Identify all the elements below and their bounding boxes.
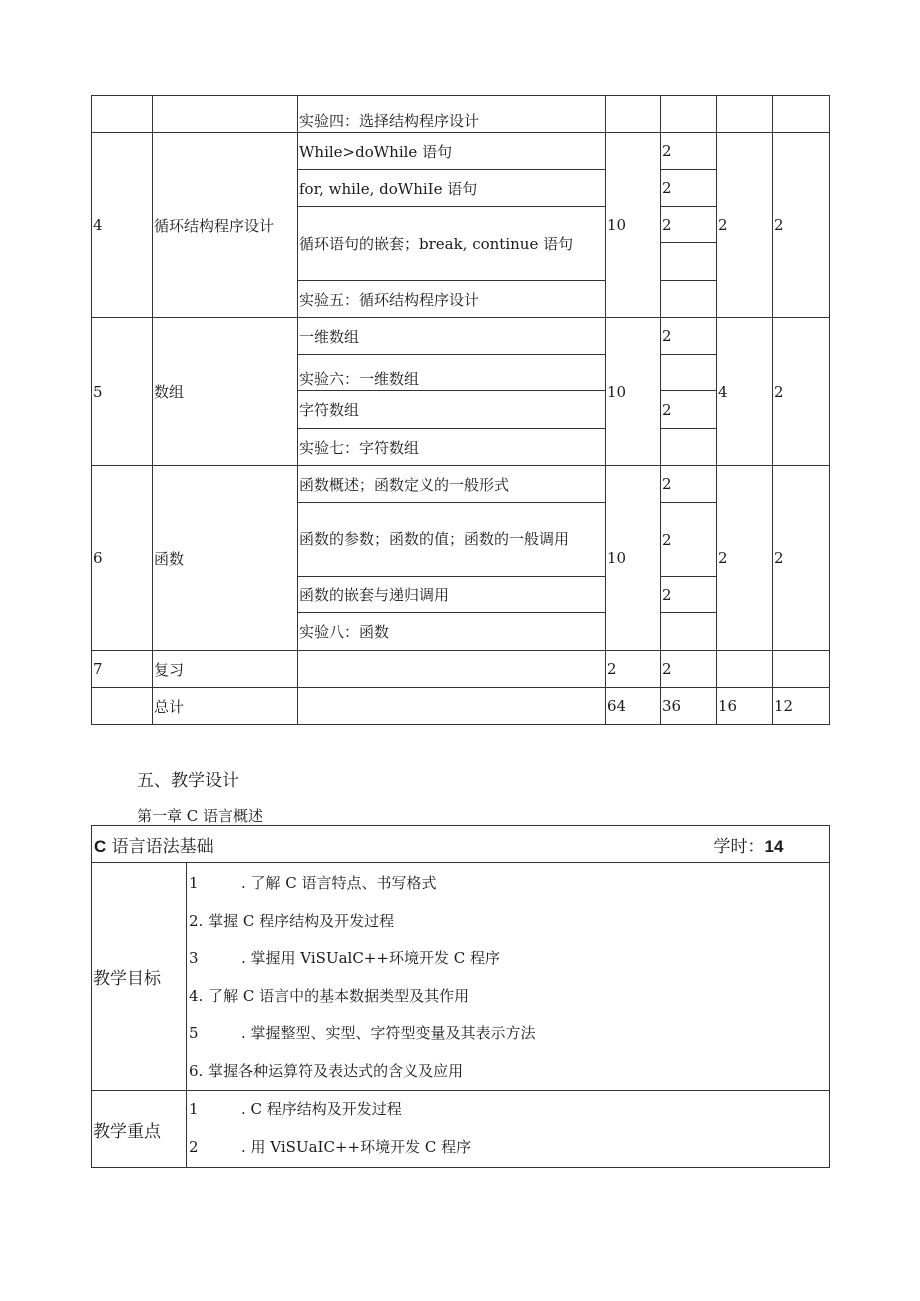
summary-total: 64 xyxy=(606,688,661,725)
list-item: 5 . 掌握整型、实型、字符型变量及其表示方法 xyxy=(189,1015,829,1053)
table-row xyxy=(92,466,830,503)
objectives-label: 教学目标 xyxy=(92,863,187,1091)
topic-cell: 字符数组 xyxy=(298,391,606,429)
table-row xyxy=(92,651,830,688)
topic-cell: 函数的参数；函数的值；函数的一般调用 xyxy=(298,503,606,577)
hours-value: 14 xyxy=(764,836,784,856)
col4-hours: 4 xyxy=(717,318,773,466)
item-number: 2 xyxy=(189,1137,199,1156)
chapter-name: 数组 xyxy=(153,318,298,466)
table-row xyxy=(92,318,830,355)
table-row xyxy=(92,863,830,1091)
col5-hours: 2 xyxy=(773,466,830,651)
total-hours: 2 xyxy=(606,651,661,688)
course-title: 语言语法基础 xyxy=(106,836,214,857)
course-title-prefix: C xyxy=(94,836,107,856)
chapter-name: 循环结构程序设计 xyxy=(153,133,298,318)
topic-cell: 实验六：一维数组 xyxy=(298,355,606,391)
list-item: 3 . 掌握用 ViSUalC++环境开发 C 程序 xyxy=(189,940,829,978)
table-row xyxy=(92,826,830,863)
topic-hours: 2 xyxy=(661,651,717,688)
summary-col3: 36 xyxy=(661,688,717,725)
item-number: 5 xyxy=(189,1024,199,1042)
list-item: 2. 掌握 C 程序结构及开发过程 xyxy=(189,911,395,930)
topic-hours xyxy=(661,429,717,466)
section-heading: 五、教学设计 xyxy=(137,771,239,791)
topic-hours: 2 xyxy=(661,170,717,207)
course-title-cell xyxy=(92,826,830,863)
topic-hours: 2 xyxy=(661,503,717,577)
topic-hours xyxy=(661,355,717,391)
table-row xyxy=(92,96,830,133)
col4-hours: 2 xyxy=(717,133,773,318)
syllabus-table xyxy=(91,95,830,725)
chapter-name: 复习 xyxy=(153,651,298,688)
chapter-heading: 第一章 C 语言概述 xyxy=(137,807,264,825)
topic-hours: 2 xyxy=(661,577,717,613)
col5-hours: 2 xyxy=(773,133,830,318)
topic-cell: 实验八：函数 xyxy=(298,613,606,651)
topic-hours: 2 xyxy=(661,133,717,170)
topic-hours: 2 xyxy=(661,391,717,429)
list-item: 1 . 了解 C 语言特点、书写格式 xyxy=(189,865,829,903)
chapter-no: 5 xyxy=(92,318,153,466)
topic-cell: While>doWhile 语句 xyxy=(298,133,606,170)
topic-cell: 实验五：循环结构程序设计 xyxy=(298,281,606,318)
total-hours: 10 xyxy=(606,466,661,651)
hours-display xyxy=(714,832,784,857)
table-row xyxy=(92,1091,830,1168)
total-hours: 10 xyxy=(606,133,661,318)
keypoints-label: 教学重点 xyxy=(92,1091,187,1168)
topic-hours xyxy=(661,281,717,318)
table-row xyxy=(92,133,830,170)
topic-cell: 函数的嵌套与递归调用 xyxy=(298,577,606,613)
chapter-no: 7 xyxy=(92,651,153,688)
total-hours: 10 xyxy=(606,318,661,466)
summary-col5: 12 xyxy=(773,688,830,725)
item-number: 1 xyxy=(189,874,199,892)
topic-hours: 2 xyxy=(661,207,717,243)
chapter-no: 4 xyxy=(92,133,153,318)
teaching-design-table xyxy=(91,825,830,1168)
topic-cell: 实验七：字符数组 xyxy=(298,429,606,466)
topic-cell: 一维数组 xyxy=(298,318,606,355)
topic-hours: 2 xyxy=(661,318,717,355)
table-row xyxy=(92,688,830,725)
list-item: 1 . C 程序结构及开发过程 xyxy=(189,1091,829,1129)
item-number: 1 xyxy=(189,1100,199,1118)
item-number: 3 xyxy=(189,949,199,967)
hours-label: 学时： xyxy=(713,836,765,857)
summary-label: 总计 xyxy=(153,688,298,725)
topic-cell: for, while, doWhiIe 语句 xyxy=(298,170,606,207)
list-item: 2 . 用 ViSUaIC++环境开发 C 程序 xyxy=(189,1129,829,1167)
topic-cell: 循环语句的嵌套；break, continue 语句 xyxy=(298,207,606,281)
topic-hours: 2 xyxy=(661,466,717,503)
topic-hours xyxy=(661,613,717,651)
chapter-name: 函数 xyxy=(153,466,298,651)
col5-hours: 2 xyxy=(773,318,830,466)
summary-col4: 16 xyxy=(717,688,773,725)
col4-hours: 2 xyxy=(717,466,773,651)
list-item: 4. 了解 C 语言中的基本数据类型及其作用 xyxy=(189,986,470,1005)
topic-cell: 实验四：选择结构程序设计 xyxy=(298,96,606,133)
chapter-no: 6 xyxy=(92,466,153,651)
topic-cell: 函数概述；函数定义的一般形式 xyxy=(298,466,606,503)
keypoints-list xyxy=(187,1091,830,1168)
list-item: 6. 掌握各种运算符及表达式的含义及应用 xyxy=(189,1061,464,1080)
objectives-list xyxy=(187,863,830,1091)
